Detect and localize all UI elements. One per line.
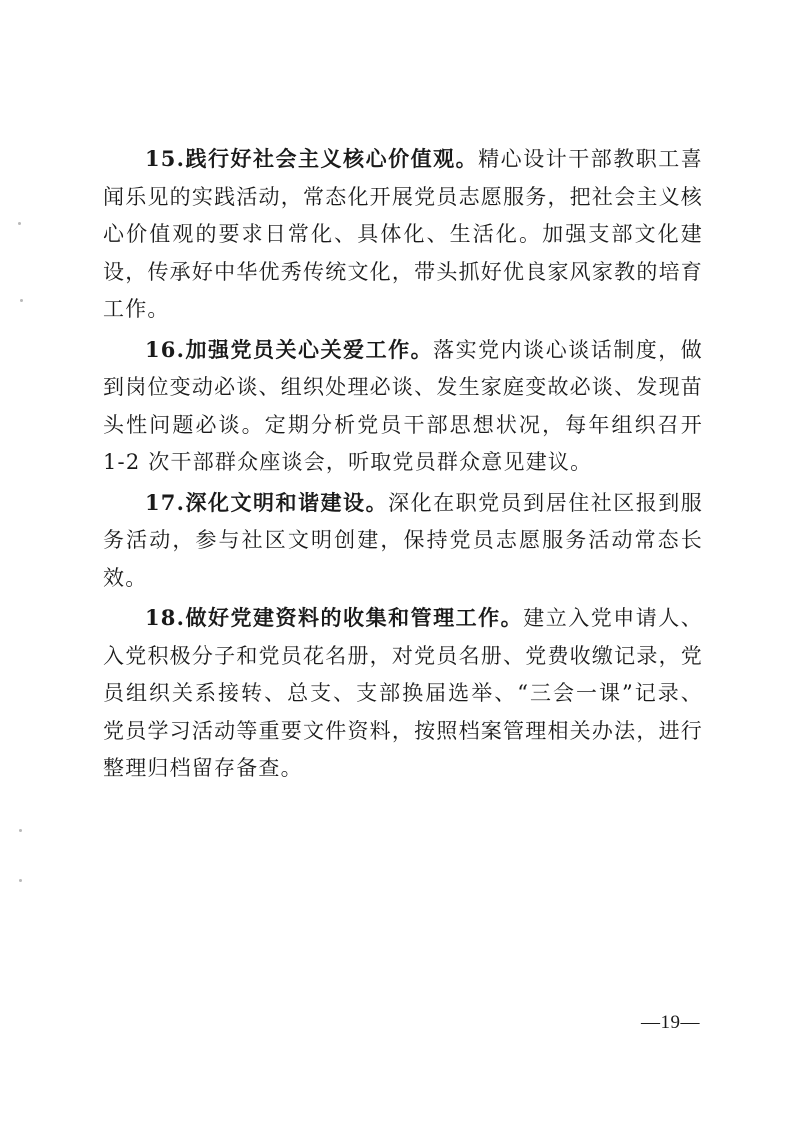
- paragraph-16: [103, 331, 703, 482]
- paragraph-18: [103, 599, 703, 788]
- paragraph-text: 建立入党申请人、入党积极分子和党员花名册，对党员名册、党费收缴记录，党员组织关系接转、总支、支部换届选举、“三会一课”记录、党员学习活动等重要文件资料，按照档案管理相关办法，进行整理归档留存备查。: [103, 606, 703, 780]
- paragraph-text: 落实党内谈心谈话制度，做到岗位变动必谈、组织处理必谈、发生家庭变故必谈、发现苗头性问题必谈。定期分析党员干部思想状况，每年组织召开 1-2 次干部群众座谈会，听取党员群众意见建议。: [103, 337, 703, 474]
- paragraph-15: [103, 140, 703, 329]
- paragraph-heading: 18.做好党建资料的收集和管理工作。: [145, 605, 524, 630]
- paragraph-text: 精心设计干部教职工喜闻乐见的实践活动，常态化开展党员志愿服务，把社会主义核心价值观的要求日常化、具体化、生活化。加强支部文化建设，传承好中华优秀传统文化，带头抓好优良家风家教的培育工作。: [103, 147, 703, 321]
- paragraph-text: 深化在职党员到居住社区报到服务活动，参与社区文明创建，保持党员志愿服务活动常态长效。: [103, 490, 703, 590]
- paragraph-heading: 17.深化文明和谐建设。: [145, 489, 389, 515]
- paragraph-heading: 15.践行好社会主义核心价值观。: [145, 146, 479, 171]
- paragraph-heading: 16.加强党员关心关爱工作。: [145, 336, 434, 362]
- document-body: [103, 140, 703, 790]
- scan-speck: [19, 829, 22, 832]
- page-number: —19—: [641, 1012, 700, 1033]
- scan-speck: [20, 299, 23, 302]
- paragraph-17: [103, 484, 703, 598]
- scan-speck: [19, 879, 22, 882]
- scan-speck: [18, 222, 21, 225]
